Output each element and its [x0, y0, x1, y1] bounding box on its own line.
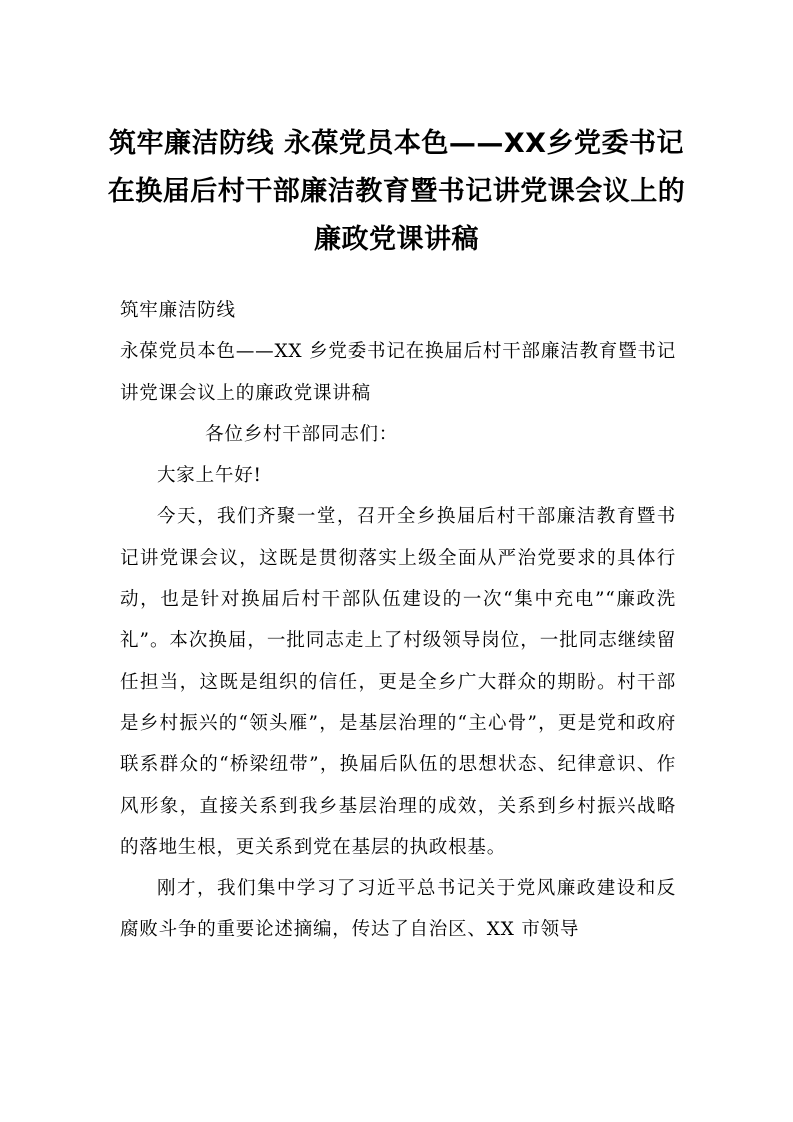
subtitle-line-2: 永葆党员本色——XX 乡党委书记在换届后村干部廉洁教育暨书记讲党课会议上的廉政党课讲稿: [120, 341, 676, 404]
subtitle-line-1: 筑牢廉洁防线: [120, 300, 236, 321]
salutation: 各位乡村干部同志们：: [205, 423, 399, 445]
body-paragraph: 刚才，我们集中学习了习近平总书记关于党风廉政建设和反腐败斗争的重要论述摘编，传达了自治区、XX 市领导: [120, 878, 676, 941]
document-title: 筑牢廉洁防线 永葆党员本色——XX乡党委书记在换届后村干部廉洁教育暨书记讲党课会议上的廉政党课讲稿: [107, 128, 686, 255]
greeting: 大家上午好!: [157, 465, 262, 487]
document-body: [120, 290, 676, 951]
body-paragraph: 今天，我们齐聚一堂，召开全乡换届后村干部廉洁教育暨书记讲党课会议，这既是贯彻落实上级全面从严治党要求的具体行动，也是针对换届后村干部队伍建设的一次“集中充电”“廉政洗礼”。本次换届，一批同志走上了村级领导岗位，一批同志继续留任担当，这既是组织的信任，更是全乡广大群众的期盼。村干部是乡村振兴的“领头雁”，是基层治理的“主心骨”，更是党和政府联系群众的“桥梁纽带”，换届后队伍的思想状态、纪律意识、作风形象，直接关系到我乡基层治理的成效，关系到乡村振兴战略的落地生根，更关系到党在基层的执政根基。: [120, 506, 676, 858]
